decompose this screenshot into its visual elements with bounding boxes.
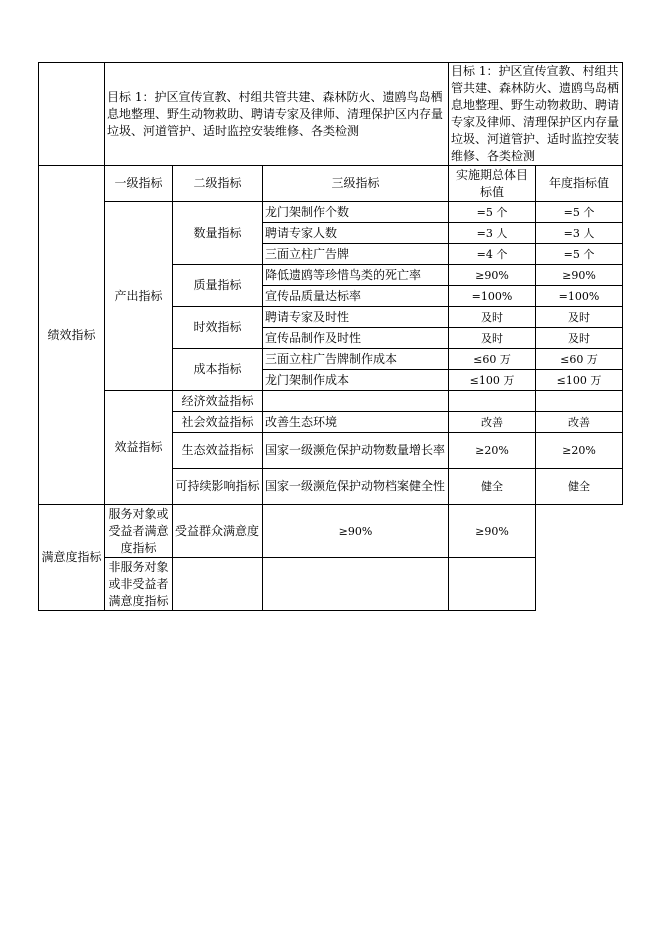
indicator-total: ≥90% [263,505,449,558]
goal-row [39,63,623,166]
level2-ecological: 生态效益指标 [173,433,263,469]
indicator-annual: =3 人 [536,223,623,244]
indicator-name: 宣传品质量达标率 [263,286,449,307]
level1-satisfaction: 满意度指标 [39,505,105,611]
total-goal-text: 目标 1：护区宣传宣教、村组共管共建、森林防火、遗鸥鸟岛栖息地整理、野生动物救助、聘请专家及律师、清理保护区内存量垃圾、河道管护、适时监控安装维修、各类检测 [105,63,449,166]
indicator-name: 国家一级濒危保护动物档案健全性 [263,469,449,505]
level2-cost: 成本指标 [173,349,263,391]
indicator-name: 龙门架制作成本 [263,370,449,391]
indicator-total: =3 人 [449,223,536,244]
performance-table [38,62,623,611]
table-row [39,202,623,223]
indicator-annual: ≤60 万 [536,349,623,370]
level2-non-served: 非服务对象或非受益者满意度指标 [105,558,173,611]
indicator-annual: ≥20% [536,433,623,469]
header-level2: 二级指标 [173,166,263,202]
level2-economic: 经济效益指标 [173,391,263,412]
header-row [39,166,623,202]
indicator-name: 三面立柱广告牌 [263,244,449,265]
indicator-total: 及时 [449,328,536,349]
indicator-name: 聘请专家及时性 [263,307,449,328]
indicator-name: 受益群众满意度 [173,505,263,558]
indicator-annual: =100% [536,286,623,307]
indicator-annual-empty [536,391,623,412]
indicator-name: 聘请专家人数 [263,223,449,244]
header-annual-target: 年度指标值 [536,166,623,202]
indicator-name-empty [173,558,263,611]
indicator-total: =5 个 [449,202,536,223]
level2-served: 服务对象或受益者满意度指标 [105,505,173,558]
indicator-total: =100% [449,286,536,307]
indicator-annual: ≥90% [449,505,536,558]
header-level1: 一级指标 [105,166,173,202]
indicator-name: 宣传品制作及时性 [263,328,449,349]
indicator-annual: 健全 [536,469,623,505]
level2-sustainable: 可持续影响指标 [173,469,263,505]
indicator-annual: 及时 [536,307,623,328]
perf-indicator-label: 绩效指标 [39,166,105,505]
indicator-annual: =5 个 [536,202,623,223]
level1-benefit: 效益指标 [105,391,173,505]
indicator-total: 及时 [449,307,536,328]
indicator-name: 三面立柱广告牌制作成本 [263,349,449,370]
indicator-total-empty [263,558,449,611]
table-row [39,558,623,611]
indicator-total: =4 个 [449,244,536,265]
indicator-total: 改善 [449,412,536,433]
indicator-name: 龙门架制作个数 [263,202,449,223]
indicator-name-empty [263,391,449,412]
indicator-name: 国家一级濒危保护动物数量增长率 [263,433,449,469]
header-total-target: 实施期总体目标值 [449,166,536,202]
level2-quantity: 数量指标 [173,202,263,265]
indicator-annual: =5 个 [536,244,623,265]
indicator-annual: 及时 [536,328,623,349]
indicator-total: ≥20% [449,433,536,469]
indicator-total: ≥90% [449,265,536,286]
indicator-annual: 改善 [536,412,623,433]
table-row [39,391,623,412]
indicator-annual: ≥90% [536,265,623,286]
indicator-annual: ≤100 万 [536,370,623,391]
table-row [39,505,623,558]
indicator-total: ≤60 万 [449,349,536,370]
indicator-total-empty [449,391,536,412]
indicator-name: 降低遗鸥等珍惜鸟类的死亡率 [263,265,449,286]
indicator-annual-empty [449,558,536,611]
level2-timeliness: 时效指标 [173,307,263,349]
level2-social: 社会效益指标 [173,412,263,433]
header-level3: 三级指标 [263,166,449,202]
level2-quality: 质量指标 [173,265,263,307]
level1-output: 产出指标 [105,202,173,391]
indicator-total: 健全 [449,469,536,505]
annual-goal-text: 目标 1：护区宣传宣教、村组共管共建、森林防火、遗鸥鸟岛栖息地整理、野生动物救助、聘请专家及律师、清理保护区内存量垃圾、河道管护、适时监控安装维修、各类检测 [449,63,623,166]
indicator-name: 改善生态环境 [263,412,449,433]
indicator-total: ≤100 万 [449,370,536,391]
goal-row-blank [39,63,105,166]
